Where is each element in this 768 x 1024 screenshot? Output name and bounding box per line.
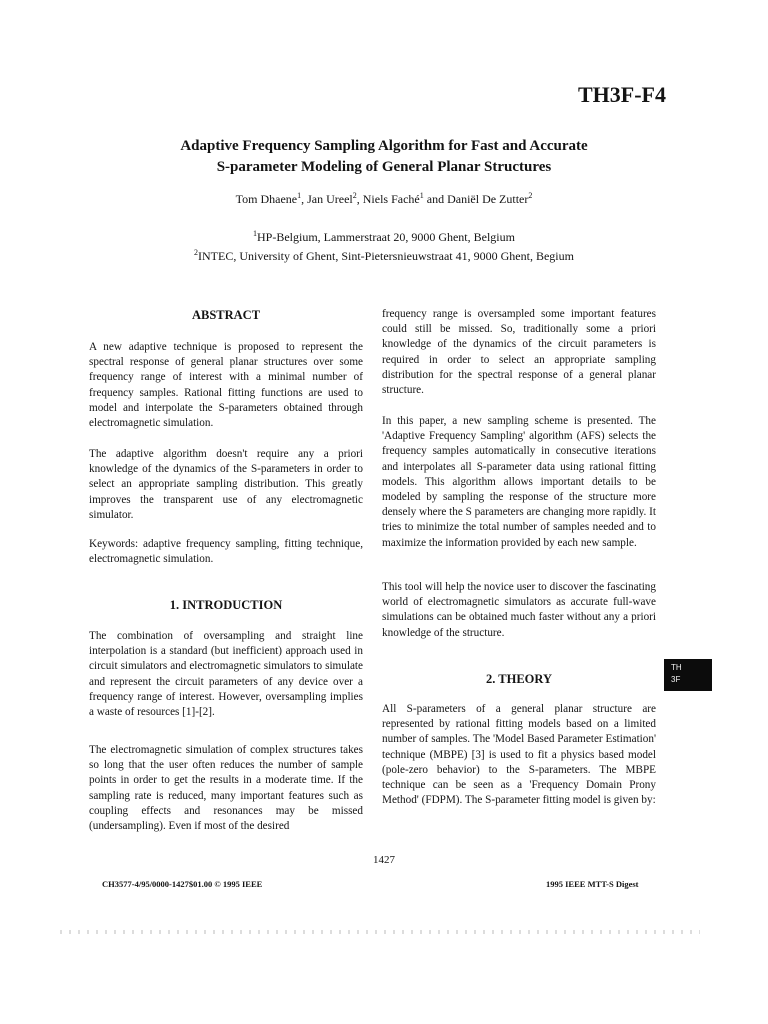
side-tab: [664, 659, 712, 691]
affil-text: INTEC, University of Ghent, Sint-Pietersnieuwstraat 41, 9000 Ghent, Begium: [198, 249, 574, 263]
section-heading: ABSTRACT: [191, 308, 261, 322]
side-tab-line-2: 3F: [671, 675, 681, 684]
author-affil-mark: 1: [419, 191, 424, 200]
author-name: and Daniël De Zutter: [423, 192, 529, 206]
title-line-2: S-parameter Modeling of General Planar Structures: [216, 159, 552, 175]
title-line-1: Adaptive Frequency Sampling Algorithm for Fast and Accurate: [180, 138, 588, 154]
footer-digest: 1995 IEEE MTT-S Digest: [546, 879, 639, 889]
abstract-heading: [89, 308, 363, 323]
section-heading: 1. INTRODUCTION: [169, 598, 283, 612]
paper-title: [0, 136, 768, 178]
intro-heading: [89, 598, 363, 613]
scan-noise-line: [60, 930, 700, 934]
abstract-paragraph-2: The adaptive algorithm doesn't require any a priori knowledge of the dynamics of the S-parameters in order to select an appropriate sampling distribution. This greatly improves the transparent use of any electromagnetic simulator.: [89, 448, 363, 521]
author-affil-mark: 2: [528, 191, 533, 200]
keywords: Keywords: adaptive frequency sampling, fitting technique, electromagnetic simulation.: [89, 538, 363, 566]
author-affil-mark: 2: [352, 191, 357, 200]
affiliation-1: [0, 228, 768, 247]
affil-mark: 1: [253, 229, 258, 238]
author-affil-mark: 1: [297, 191, 302, 200]
author-name: , Niels Faché: [356, 192, 420, 206]
affiliations: [0, 228, 768, 266]
right-paragraph-3: This tool will help the novice user to discover the fascinating world of electromagnetic simulators as accurate full-wave simulations can be obtained much faster without any a priori knowledge of the structure.: [382, 581, 656, 639]
footer-copyright: CH3577-4/95/0000-1427$01.00 © 1995 IEEE: [102, 879, 263, 889]
author-list: [0, 192, 768, 207]
right-paragraph-1: frequency range is oversampled some important features could still be missed. So, traditionally some a priori knowledge of the dynamics of the circuit parameters is required in order to select an appropriate sampling distribution for the spectral response of a general planar structure.: [382, 308, 656, 397]
abstract-paragraph-1: A new adaptive technique is proposed to represent the spectral response of general planar structures over some frequency range of interest with a minimal number of frequency samples. Rational fitting functions are used to model and interpolate the S-parameters obtained through electromagnetic simulation.: [89, 341, 363, 430]
affil-text: HP-Belgium, Lammerstraat 20, 9000 Ghent, Belgium: [257, 230, 515, 244]
affil-mark: 2: [194, 248, 199, 257]
intro-paragraph-1: The combination of oversampling and straight line interpolation is a standard (but inefficient) approach used in circuit simulators and electromagnetic simulators to simulate and represent the circuit parameters of any device over a frequency range of interest. However, oversampling implies a waste of resources [1]-[2].: [89, 630, 363, 719]
side-tab-line-1: TH: [671, 663, 682, 672]
page-number: 1427: [373, 854, 395, 866]
intro-paragraph-2: The electromagnetic simulation of complex structures takes so long that the user often reduces the number of sample points in order to get the results in a moderate time. If the sampling rate is reduced, many important features such as coupling effects and resonances may be missed (undersampling). Even if most of the desired: [89, 744, 363, 833]
section-heading: 2. THEORY: [485, 672, 552, 686]
affiliation-2: [0, 247, 768, 266]
theory-heading: [382, 672, 656, 687]
paper-code: TH3F-F4: [578, 82, 666, 107]
author-name: , Jan Ureel: [301, 192, 353, 206]
right-paragraph-2: In this paper, a new sampling scheme is presented. The 'Adaptive Frequency Sampling' algorithm (AFS) selects the frequency samples automatically in consecutive iterations and interpolates all S-parameter data using rational fitting models. This algorithm allows important details to be modeled by sampling the response of the structure more densely where the S parameters are changing more rapidly. It tries to minimize the total number of samples needed and to maximize the information provided by each new sample.: [382, 415, 656, 549]
theory-paragraph-1: All S-parameters of a general planar structure are represented by rational fitting models based on a limited number of samples. The 'Model Based Parameter Estimation' technique (MBPE) [3] is used to fit a physics based model (pole-zero behavior) to the S-parameters. The MBPE technique can be seen as a 'Frequency Domain Prony Method' (FDPM). The S-parameter fitting model is given by:: [382, 703, 656, 807]
author-name: Tom Dhaene: [235, 192, 298, 206]
